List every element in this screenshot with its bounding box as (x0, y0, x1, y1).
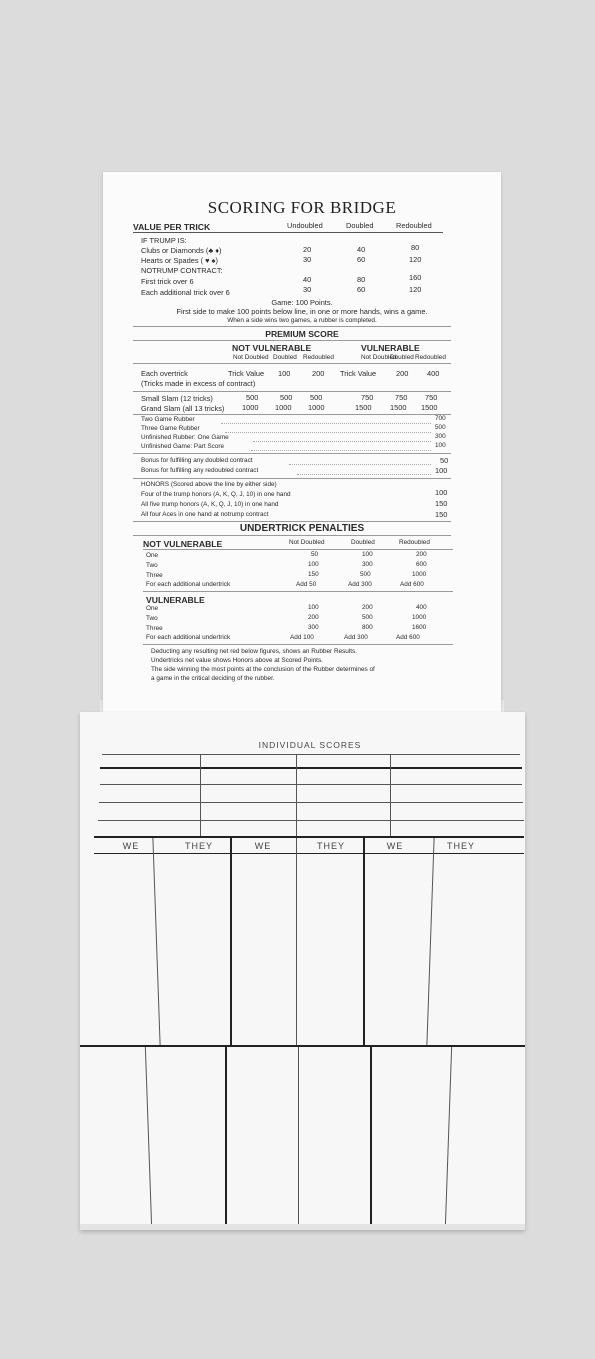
rubber-value: 300 (435, 433, 446, 440)
column-we: WE (254, 841, 272, 851)
under-not-vulnerable: NOT VULNERABLE (143, 539, 223, 549)
honors-value: 150 (435, 510, 448, 519)
under-value: 100 (308, 561, 319, 568)
section-rule (133, 535, 451, 536)
honors-value: 100 (435, 488, 448, 497)
column-divider (426, 838, 434, 1045)
section-rule (143, 591, 453, 592)
overtrick-sub: (Tricks made in excess of contract) (141, 379, 256, 388)
trick-value: 30 (303, 285, 312, 294)
section-rule (133, 340, 451, 341)
under-vulnerable: VULNERABLE (146, 595, 205, 605)
under-row-label: Three (146, 572, 163, 579)
insult-value: 50 (440, 456, 449, 465)
under-row-label: One (146, 552, 159, 559)
under-value: 100 (362, 551, 373, 558)
under-value: 400 (416, 604, 427, 611)
rubber-value: 100 (435, 442, 446, 449)
premium-subcol: Doubled (390, 354, 414, 361)
column-divider (298, 1047, 299, 1227)
under-value: Add 600 (400, 581, 424, 588)
the-line (80, 1045, 525, 1047)
column-divider-bold (225, 1047, 227, 1227)
overtrick-value: 100 (278, 369, 291, 378)
column-divider (152, 838, 160, 1045)
trick-col-redoubled: Redoubled (396, 221, 432, 230)
premium-vulnerable: VULNERABLE (361, 343, 420, 353)
trick-heading: VALUE PER TRICK (133, 222, 211, 232)
honors-label: All five trump honors (A, K, Q, J, 10) in one hand (141, 501, 279, 508)
column-divider-bold (370, 1047, 372, 1227)
under-row-label: Two (146, 562, 158, 569)
column-we: WE (386, 841, 404, 851)
honors-heading: HONORS (Scored above the line by either side) (141, 481, 277, 488)
grid-line (100, 767, 522, 769)
if-trump-label: IF TRUMP IS: (141, 236, 187, 245)
trick-value: 40 (357, 245, 366, 254)
overtrick-value: 200 (396, 369, 409, 378)
under-row-label: Two (146, 615, 158, 622)
trick-value: 120 (409, 255, 422, 264)
slam-value: 1000 (308, 403, 325, 412)
leader-dots (251, 450, 431, 451)
overtrick-label: Each overtrick (141, 369, 188, 378)
section-rule (143, 644, 453, 645)
under-value: 200 (308, 614, 319, 621)
under-row-label: Three (146, 625, 163, 632)
grid-line (102, 754, 520, 755)
rubber-value: 500 (435, 424, 446, 431)
premium-subcol: Not Doubled (361, 354, 397, 361)
section-rule (133, 326, 451, 327)
column-they: THEY (446, 841, 475, 851)
under-value: Add 300 (344, 634, 368, 641)
pad-bottom-edge (80, 1224, 525, 1230)
grid-line (200, 754, 201, 836)
slam-value: 500 (310, 393, 323, 402)
under-value: 200 (416, 551, 427, 558)
rubber-note: When a side wins two games, a rubber is completed. (227, 317, 377, 324)
honors-label: Four of the trump honors (A, K, Q, J, 10) in one hand (141, 491, 291, 498)
grid-line (99, 802, 523, 803)
header-top-rule (94, 836, 524, 838)
premium-not-vulnerable: NOT VULNERABLE (232, 343, 312, 353)
slam-value: 1000 (275, 403, 292, 412)
under-col: Not Doubled (289, 539, 325, 546)
under-row-label: For each additional undertrick (146, 634, 231, 641)
card-title: SCORING FOR BRIDGE (207, 198, 397, 217)
under-row-label: For each additional undertrick (146, 581, 231, 588)
rubber-value: 700 (435, 415, 446, 422)
leader-dots (225, 432, 431, 433)
under-value: 200 (362, 604, 373, 611)
premium-subcol: Not Doubled (233, 354, 269, 361)
leader-dots (297, 474, 431, 475)
under-value: 150 (308, 571, 319, 578)
section-rule (133, 453, 451, 454)
slam-value: 750 (361, 393, 374, 402)
header-bottom-rule (94, 853, 524, 854)
premium-subcol: Redoubled (415, 354, 446, 361)
column-we: WE (122, 841, 140, 851)
insult-value: 100 (435, 466, 448, 475)
rubber-label: Unfinished Rubber: One Game (141, 434, 229, 441)
section-rule (133, 363, 451, 364)
honors-label: All four Aces in one hand at notrump contract (141, 511, 269, 518)
slam-value: 500 (246, 393, 259, 402)
under-value: 100 (308, 604, 319, 611)
insult-label: Bonus for fulfilling any redoubled contract (141, 467, 259, 474)
under-value: 1000 (412, 614, 427, 621)
under-value: Add 300 (348, 581, 372, 588)
trick-row-label: First trick over 6 (141, 277, 194, 286)
overtrick-value: 200 (312, 369, 325, 378)
leader-dots (221, 423, 431, 424)
premium-subcol: Redoubled (303, 354, 334, 361)
trick-rule (133, 232, 443, 233)
premium-heading: PREMIUM SCORE (265, 329, 339, 339)
slam-value: 500 (280, 393, 293, 402)
slam-value: 1500 (355, 403, 372, 412)
trick-value: 80 (357, 275, 366, 284)
section-rule (133, 414, 451, 415)
trick-value: 40 (303, 275, 312, 284)
under-col: Doubled (351, 539, 375, 546)
premium-subcol: Doubled (273, 354, 297, 361)
column-divider (145, 1047, 152, 1227)
section-rule (133, 391, 451, 392)
trick-row-label: Hearts or Spades ( ♥ ♠) (141, 256, 218, 265)
game-note: Game: 100 Points. (271, 298, 333, 307)
trick-value: 60 (357, 285, 366, 294)
slam-label: Grand Slam (all 13 tricks) (141, 404, 225, 413)
under-value: 800 (362, 624, 373, 631)
slam-value: 1000 (242, 403, 259, 412)
trick-value: 20 (303, 245, 312, 254)
column-divider-bold (230, 838, 232, 1045)
under-value: 50 (311, 551, 319, 558)
trick-col-undoubled: Undoubled (287, 221, 323, 230)
slam-value: 750 (425, 393, 438, 402)
trick-value: 60 (357, 255, 366, 264)
honors-value: 150 (435, 499, 448, 508)
trick-col-doubled: Doubled (346, 221, 374, 230)
section-rule (143, 549, 453, 550)
grid-line (390, 754, 391, 836)
slam-value: 1500 (390, 403, 407, 412)
trick-value: 30 (303, 255, 312, 264)
grid-line (98, 820, 524, 821)
trick-row-label: Clubs or Diamonds (♣ ♦) (141, 246, 222, 255)
under-value: Add 100 (290, 634, 314, 641)
under-value: Add 600 (396, 634, 420, 641)
column-they: THEY (316, 841, 345, 851)
column-divider-bold (363, 838, 365, 1045)
grid-line (296, 754, 297, 836)
trick-row-label: Each additional trick over 6 (141, 288, 230, 297)
column-divider (445, 1047, 452, 1227)
rubber-label: Two Game Rubber (141, 416, 195, 423)
rubber-label: Unfinished Game: Part Score (141, 443, 225, 450)
under-value: 300 (362, 561, 373, 568)
section-rule (133, 478, 451, 479)
under-value: 600 (416, 561, 427, 568)
footer-note: The side winning the most points at the conclusion of the Rubber determines of (151, 666, 375, 673)
trick-value: 160 (409, 273, 422, 282)
slam-value: 750 (395, 393, 408, 402)
leader-dots (289, 464, 431, 465)
footer-note: Undertricks net value shows Honors above at Scored Points. (151, 657, 323, 664)
footer-note: Deducting any resulting net red below figures, shows an Rubber Results. (151, 648, 358, 655)
under-value: 1000 (412, 571, 427, 578)
under-value: 1600 (412, 624, 427, 631)
score-pad (80, 712, 525, 1230)
under-row-label: One (146, 605, 159, 612)
game-rule-note: First side to make 100 points below line, in one or more hands, wins a game. (176, 307, 428, 316)
under-value: Add 50 (296, 581, 317, 588)
under-col: Redoubled (399, 539, 430, 546)
insult-label: Bonus for fulfilling any doubled contract (141, 457, 253, 464)
v-trick-value: Trick Value (340, 369, 377, 378)
rubber-label: Three Game Rubber (141, 425, 200, 432)
footer-note: a game in the critical deciding of the rubber. (151, 675, 275, 682)
scoring-card (103, 172, 501, 712)
trick-value: 120 (409, 285, 422, 294)
slam-label: Small Slam (12 tricks) (141, 394, 213, 403)
under-value: 500 (360, 571, 371, 578)
under-value: 500 (362, 614, 373, 621)
leader-dots (253, 441, 431, 442)
column-they: THEY (184, 841, 213, 851)
undertrick-heading: UNDERTRICK PENALTIES (239, 523, 365, 534)
column-divider (296, 838, 297, 1045)
slam-value: 1500 (421, 403, 438, 412)
section-rule (133, 521, 451, 522)
notrump-label: NOTRUMP CONTRACT: (141, 266, 223, 275)
individual-scores-heading: INDIVIDUAL SCORES (258, 740, 362, 750)
overtrick-value: 400 (427, 369, 440, 378)
trick-value: 80 (411, 243, 420, 252)
nv-trick-value: Trick Value (228, 369, 265, 378)
under-value: 300 (308, 624, 319, 631)
grid-line (100, 784, 522, 785)
